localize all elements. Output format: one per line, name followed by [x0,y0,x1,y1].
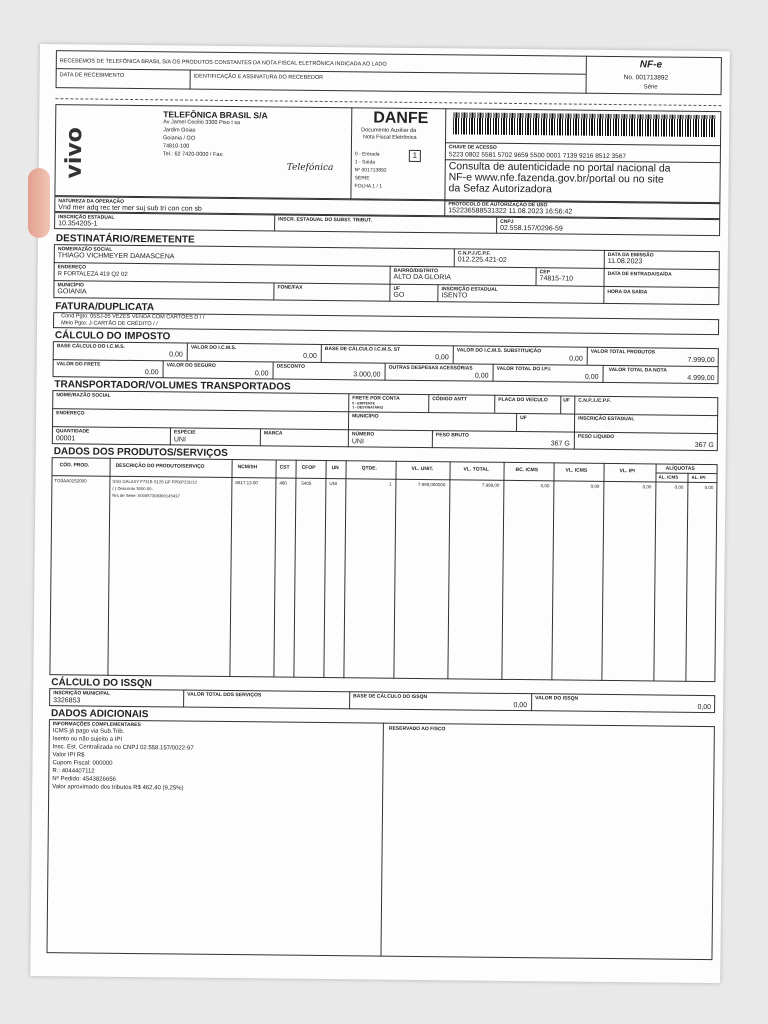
emission-date: 11.08.2023 [607,257,643,266]
cnpj-value: 02.558.157/0296-59 [500,224,563,233]
col-vl-ipi: VL. IPI [619,468,635,475]
row-cst: 460 [279,480,287,486]
consult-line-1: Consulta de autenticidade no portal nacional da [448,160,671,175]
info-line-6: R.: 4044407112 [52,768,95,775]
other-expenses: 0,00 [474,372,489,380]
additional-title: DADOS ADICIONAIS [50,708,149,721]
issqn-services-label: VALOR TOTAL DOS SERVIÇOS [187,691,262,699]
ipi-total: 0,00 [584,373,599,381]
discount: 3.000,00 [353,371,381,379]
net-weight-label: PESO LÍQUIDO [577,433,615,441]
emission-label: DATA DA EMISSÃO [607,251,654,259]
telefonica-signature: Telefónica [286,162,334,174]
number: UNI [351,438,364,446]
species: UNI [173,436,186,444]
qty-label: QUANTIDADE [55,428,90,435]
receipt-serie: Série [643,84,658,91]
antt-label: CÓDIGO ANTT [432,396,468,403]
nature-value: Vnd mer adq rec ter mer suj sub tri con con sb [58,204,202,213]
plate-label: PLACA DO VEÍCULO [498,396,548,404]
row-desc-1: SSG GALAXY F731B S128 GF PPB/P231/12 [112,478,197,485]
danfe-title: DANFE [373,109,429,128]
col-un: UN [331,465,339,472]
receipt-number: No. 001713892 [623,74,669,82]
receipt-signature-label: IDENTIFICAÇÃO E ASSINATURA DO RECEBEDOR [193,73,324,81]
col-bc-icms: BC. ICMS [515,467,539,474]
recipient-address: R FORTALEZA 419 Q2 02 [57,271,128,278]
icms-st-label: VALOR DO I.C.M.S. SUBSTITUIÇÃO [456,347,542,355]
carrier-ie-label: INSCRIÇÃO ESTADUAL [578,415,635,423]
recipient-cnpj: 012.225.421-02 [457,256,507,264]
receipt-date-label: DATA DE RECEBIMENTO [59,72,125,79]
total-products: 7.999,00 [687,356,715,365]
issuer-name: TELEFÔNICA BRASIL S/A [163,109,268,121]
qty: 00001 [55,435,76,443]
danfe-subtitle-2: Nota Fiscal Eletrônica [363,134,417,141]
issqn-title: CÁLCULO DO ISSQN [51,677,152,690]
danfe-serie: SÉRIE [354,175,370,182]
issqn-im: 3326853 [53,697,81,705]
issqn-base-label: BASE DE CÁLCULO DO ISSQN [353,693,428,701]
protocol-value: 152236588531322 11.08.2023 16:56:42 [448,207,573,216]
row-qty: 1 [388,481,392,487]
total-note-label: VALOR TOTAL DA NOTA [608,366,667,374]
issqn-base: 0,00 [513,701,528,710]
ie-value: 10.354205-1 [58,220,98,228]
info-line-4: Valor IPI R$ [52,752,85,759]
phone-label: FONE/FAX [277,284,303,291]
col-desc: DESCRIÇÃO DO PRODUTO/SERVIÇO [115,462,205,470]
danfe-type-box: 1 [409,150,421,162]
access-key-label: CHAVE DE ACESSO [448,144,497,151]
row-vl-ipi: 0,00 [642,484,652,490]
ie-st-label: INSCR. ESTADUAL DO SUBST. TRIBUT. [278,216,372,224]
ie-label: INSCRIÇÃO ESTADUAL [58,214,115,221]
issuer-address-1: Av Jamel Cecilio 3300 Piso I sa [163,119,241,127]
issqn-value-label: VALOR DO ISSQN [535,695,579,702]
row-cfop: 5405 [301,480,312,486]
entry-date-label: DATA DE ENTRADA/SAÍDA [607,270,672,278]
tax-title: CÁLCULO DO IMPOSTO [54,330,171,343]
uf: GO [393,291,405,299]
number-label: NÚMERO [351,431,375,438]
insurance: 0,00 [254,370,269,378]
total-products-label: VALOR TOTAL PRODUTOS [590,348,656,356]
issqn-im-label: INSCRIÇÃO MUNICIPAL [53,690,111,697]
freight-label: VALOR DO FRETE [56,361,101,368]
district: ALTO DA GLORIA [393,273,451,282]
access-key-barcode [453,112,715,137]
icms-base-label: BASE CÁLCULO DO I.C.M.S. [56,343,125,350]
gross-weight: 367 G [550,440,570,448]
info-line-3: Insc. Est. Centralizada no CNPJ 02.558.157/0022-97 [52,744,194,752]
freight-opt-0: 0 - EMITENTE [352,401,376,406]
freight-opt-1: 1 - DESTINATÁRIO [352,405,384,410]
carrier-uf-label: UF [520,415,527,422]
icms-value: 0,00 [303,352,317,360]
carrier-address-label: ENDEREÇO [56,410,85,417]
issuer-address-3: Goiania / GO [162,135,196,142]
info-label: INFORMAÇÕES COMPLEMENTARES [52,721,141,729]
recipient-name: THIAGO VICHMEYER DAMASCENA [57,252,175,261]
gross-weight-label: PESO BRUTO [435,432,469,439]
row-vl-icms: 0,00 [590,483,600,489]
invoice-line-2: Meio Pgto: J-CARTÃO DE CRÉDITO / / [61,320,158,328]
receipt-statement: RECEBEMOS DE TELEFÔNICA BRASIL S/A OS PRODUTOS CONSTANTES DA NOTA FISCAL ELETRÔNICA INDICADA AO LADO [59,58,387,68]
total-note: 4.999,00 [687,374,715,383]
info-line-2: Isento ou não sujeito a IPI [52,736,123,743]
recipient-name-label: NOME/RAZÃO SOCIAL [57,246,113,253]
col-ncm: NCM/SH [237,464,258,471]
protocol-label: PROTOCOLO DE AUTORIZAÇÃO DE USO [448,201,548,209]
freight: 0,00 [144,369,159,377]
col-qty: QTDE. [361,465,377,472]
carrier-cnpj-label: C.N.P.J./C.P.F. [578,397,611,404]
row-ncm: 8517.13.00 [235,480,258,486]
discount-label: DESCONTO [276,363,305,370]
receipt-nfe: NF-e [639,59,663,71]
transport-title: TRANSPORTADOR/VOLUMES TRANSPORTADOS [54,379,291,393]
vivo-logo-text: vivo [61,127,88,179]
city: GOIANIA [57,288,87,296]
species-label: ESPÉCIE [173,429,196,436]
info-line-1: ICMS já pago via Sub.Trib. [52,728,125,735]
recipient-cnpj-label: C.N.P.J./C.P.F. [457,250,491,257]
recipient-ie: ISENTO [441,292,468,300]
issqn-value: 0,00 [697,703,712,712]
finger-shadow [28,168,50,238]
cep: 74815-710 [539,275,574,283]
row-al-icms: 0,00 [674,484,684,490]
row-desc-2: ( ) Desconto 3000.00- [112,485,153,492]
recipient-address-label: ENDEREÇO [57,264,87,271]
invoice-line-1: Cond Pgto: 05SJ-05 VEZES VENDA COM CARTÕES D / / [61,313,205,321]
row-un: UNI [329,481,338,487]
danfe-entry: 0 - Entrada [354,151,380,158]
danfe-subtitle-1: Documento Auxiliar da [361,127,417,134]
icms-st: 0,00 [569,355,583,363]
row-bc-icms: 0,00 [540,483,550,489]
consult-line-2[interactable]: NF-e www.nfe.fazenda.gov.br/portal ou no site [448,171,664,186]
issuer-address-2: Jardim Goias [163,127,196,134]
col-cfop: CFOP [301,464,316,471]
icms-st-base-label: BASE DE CÁLCULO I.C.M.S. ST [324,345,401,353]
city-label: MUNICÍPIO [57,282,84,289]
recipient-ie-label: INSCRIÇÃO ESTADUAL [441,286,498,293]
reserved-label: RESERVADO AO FISCO [388,725,446,733]
icms-st-base: 0,00 [435,354,449,362]
district-label: BAIRRO/DISTRITO [393,267,439,275]
vivo-logo [61,122,102,182]
col-total: VL. TOTAL [463,466,489,473]
ipi-total-label: VALOR TOTAL DO I.P.I. [496,365,552,373]
carrier-city-label: MUNICÍPIO [352,413,379,420]
products-title: DADOS DOS PRODUTOS/SERVIÇOS [53,446,228,459]
col-aliquotas: ALÍQUOTAS [665,465,695,472]
other-expenses-label: OUTRAS DESPESAS ACESSÓRIAS [388,364,473,372]
access-key: 5223 0802 5581 5702 9659 5500 0001 7139 9216 8512 3567 [448,151,627,161]
freight-mode-label: FRETE POR CONTA [352,395,400,402]
col-vl-icms: VL. ICMS [565,467,588,474]
col-al-ipi: AL. IPI [691,474,706,480]
danfe-folha: FOLHA 1 / 1 [354,183,383,190]
transport-uf-label: UF [563,397,570,404]
issuer-address-4: 74810-100 [162,143,190,150]
row-al-ipi: 0,00 [704,484,714,491]
cep-label: CEP [539,269,550,276]
danfe-number: Nº 001713892 [354,167,387,174]
insurance-label: VALOR DO SEGURO [166,362,216,369]
recipient-title: DESTINATÁRIO/REMETENTE [55,233,195,246]
col-al-icms: AL. ICMS [658,474,679,480]
row-desc-3: Nrs de Série: 000057308390145437 [112,492,180,499]
nature-label: NATUREZA DA OPERAÇÃO [58,198,125,205]
col-cst: CST [279,464,290,471]
col-unit: VL. UNIT. [411,465,434,473]
row-code: TG0AA0152000 [54,478,87,484]
issuer-address-5: Tel.: 62 7420-0000 / Fax: [162,151,224,158]
row-total: 7.999,00 [481,482,500,488]
danfe-exit: 1 - Saída [354,159,376,166]
col-code: CÓD. PROD. [59,462,90,469]
info-line-5: Cupom Fiscal: 000000 [52,760,113,767]
consult-line-3: da Sefaz Autorizadora [448,182,552,196]
icms-value-label: VALOR DO I.C.M.S. [190,344,237,352]
brand-label: MARCA [263,430,283,437]
invoice-title: FATURA/DUPLICATA [55,301,155,314]
info-line-7: Nº Pedido: 4543826656 [52,776,116,783]
carrier-name-label: NOME/RAZÃO SOCIAL [56,392,111,399]
net-weight: 367 G [694,441,714,450]
exit-time-label: HORA DA SAÍDA [607,288,648,296]
row-unit: 7.999,000000 [417,481,446,488]
info-line-8: Valor aproximado dos tributos R$ 462,40 (9,25%) [52,784,184,792]
icms-base: 0,00 [169,351,183,359]
danfe-sheet [30,44,730,983]
uf-label: UF [393,285,401,292]
cnpj-label: CNPJ [500,218,514,225]
